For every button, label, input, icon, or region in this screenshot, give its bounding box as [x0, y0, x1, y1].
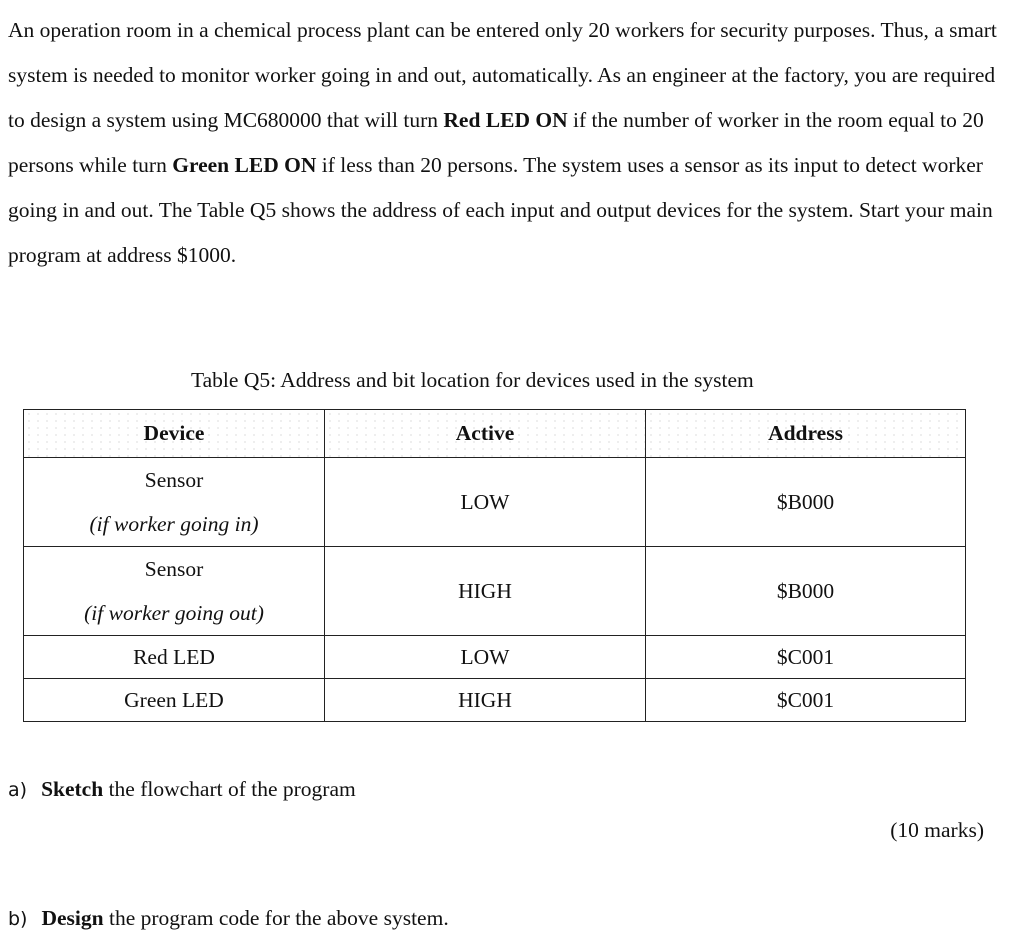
question-a-label: a): [8, 779, 28, 801]
table-caption: Table Q5: Address and bit location for devices used in the system: [191, 368, 754, 392]
device-cell: [24, 547, 325, 636]
question-b-text: the program code for the above system.: [103, 906, 449, 930]
device-note: (if worker going out): [84, 601, 264, 625]
address-cell: $B000: [646, 547, 966, 636]
device-name: Sensor: [144, 557, 204, 581]
address-cell: $B000: [646, 458, 966, 547]
table-row: [24, 679, 966, 722]
green-led-on-emphasis: Green LED ON: [172, 153, 317, 177]
device-cell: [24, 458, 325, 547]
red-led-on-emphasis: Red LED ON: [443, 108, 568, 132]
question-a-verb: Sketch: [41, 777, 104, 801]
intro-text-1: An operation room in a chemical process plant can be entered only 20 workers for security purposes. Thus, a smart system is needed to monitor worker going in and out, automatically. As an engineer at the factory, you are required to design a system using MC680000 that will turn: [8, 18, 997, 132]
question-b: [8, 906, 449, 931]
table-row: [24, 458, 966, 547]
device-name: Red LED: [24, 636, 325, 679]
device-address-table: [23, 409, 966, 722]
question-a: [8, 777, 356, 802]
table-row: [24, 547, 966, 636]
device-note: (if worker going in): [89, 512, 259, 536]
intro-text-2: if the number of worker in the room equal to 20 persons while turn: [8, 108, 984, 177]
table-row: [24, 636, 966, 679]
active-cell: HIGH: [325, 547, 646, 636]
active-cell: LOW: [325, 458, 646, 547]
active-cell: HIGH: [325, 679, 646, 722]
question-b-verb: Design: [41, 906, 104, 930]
question-b-label: b): [8, 908, 28, 930]
device-name: Green LED: [24, 679, 325, 722]
header-address: Address: [646, 410, 966, 458]
active-cell: LOW: [325, 636, 646, 679]
header-device: Device: [24, 410, 325, 458]
problem-statement: [8, 8, 998, 278]
intro-text-3: if less than 20 persons. The system uses a sensor as its input to detect worker going in and out. The Table Q5 shows the address of each input and output devices for the system. Start your main program at address $1000.: [8, 153, 993, 267]
question-a-text: the flowchart of the program: [103, 777, 356, 801]
address-cell: $C001: [646, 636, 966, 679]
address-cell: $C001: [646, 679, 966, 722]
header-active: Active: [325, 410, 646, 458]
device-name: Sensor: [144, 468, 204, 492]
table-header-row: [24, 410, 966, 458]
question-a-marks: (10 marks): [890, 818, 984, 842]
